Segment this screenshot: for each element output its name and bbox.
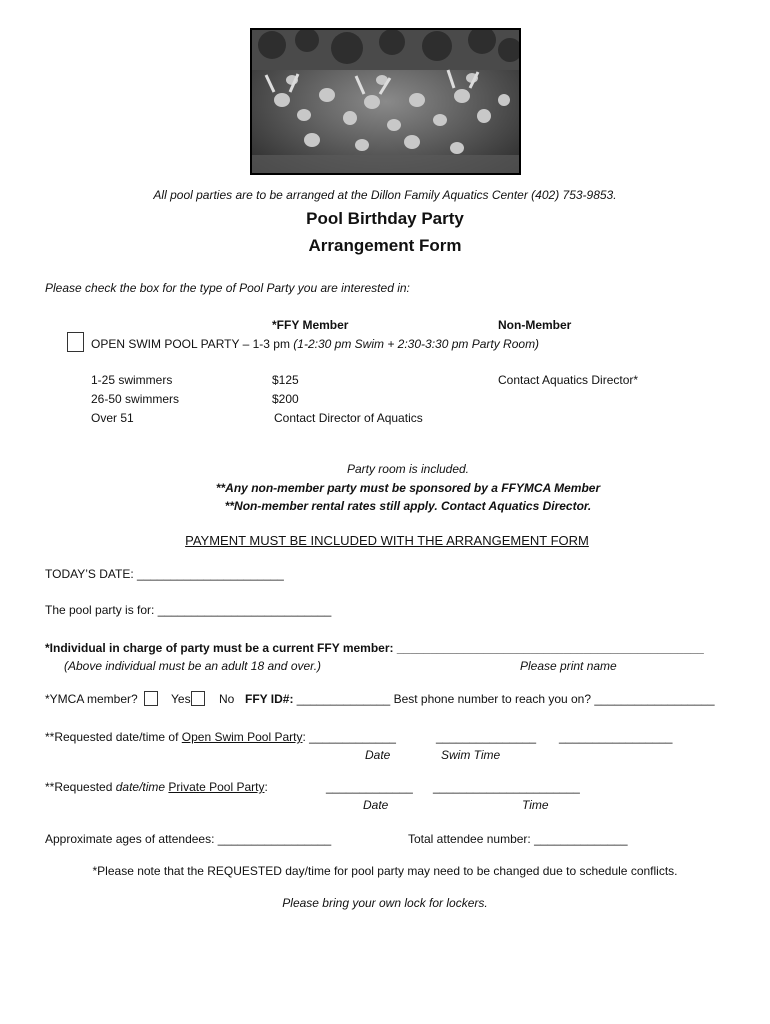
private-date-blank[interactable]: _____________ <box>326 780 413 794</box>
ymca-member-label: *YMCA member? <box>45 692 138 706</box>
intro-text: Please check the box for the type of Pool Party you are interested in: <box>45 281 410 295</box>
total-attendees-field[interactable]: Total attendee number: ______________ <box>408 832 628 846</box>
open-swim-request-field[interactable] <box>45 730 396 744</box>
ymca-no-checkbox[interactable] <box>191 691 205 706</box>
open-swim-link: Open Swim Pool Party <box>181 730 303 744</box>
ffy-id-blank: ______________ <box>293 692 394 706</box>
open-swim-extra-blank[interactable]: _________________ <box>559 730 673 744</box>
ymca-yes-checkbox[interactable] <box>144 691 158 706</box>
ages-field[interactable]: Approximate ages of attendees: _________________ <box>45 832 332 846</box>
open-swim-prefix: **Requested date/time of <box>45 730 182 744</box>
row1-member: $125 <box>272 373 299 387</box>
open-swim-time-blank[interactable]: _______________ <box>436 730 537 744</box>
private-date-label: Date <box>363 798 389 812</box>
ymca-yes-label: Yes <box>171 692 191 706</box>
private-request-field[interactable] <box>45 780 268 794</box>
payment-notice: PAYMENT MUST BE INCLUDED WITH THE ARRANGEMENT FORM <box>185 533 589 548</box>
lock-note: Please bring your own lock for lockers. <box>282 896 488 910</box>
party-room-note: Party room is included. <box>346 462 470 476</box>
phone-field: Best phone number to reach you on? __________________ <box>393 692 715 706</box>
row2-member: $200 <box>272 392 299 406</box>
form-title-line1: Pool Birthday Party <box>306 209 464 228</box>
row2-group: 26-50 swimmers <box>91 392 180 406</box>
ffy-id-label: FFY ID#: <box>245 692 294 706</box>
open-swim-suffix: : _____________ <box>302 730 396 744</box>
col-header-member: *FFY Member <box>272 318 349 332</box>
ymca-no-label: No <box>219 692 235 706</box>
col-header-nonmember: Non-Member <box>498 318 572 332</box>
arrangement-note: All pool parties are to be arranged at the Dillon Family Aquatics Center (402) 753-9853. <box>153 188 617 202</box>
private-time-blank[interactable]: ______________________ <box>433 780 580 794</box>
row3-member: Contact Director of Aquatics <box>274 411 423 425</box>
open-swim-party-checkbox[interactable] <box>67 332 84 352</box>
swim-time-label: Swim Time <box>441 748 501 762</box>
row1-group: 1-25 swimmers <box>91 373 173 387</box>
form-title-line2: Arrangement Form <box>308 236 462 255</box>
party-for-field[interactable]: The pool party is for: __________________________ <box>45 603 332 617</box>
todays-date-field[interactable]: TODAY’S DATE: ______________________ <box>45 567 284 581</box>
option-label: OPEN SWIM POOL PARTY – 1-3 pm <box>91 337 290 351</box>
row3-group: Over 51 <box>91 411 134 425</box>
print-name-label: Please print name <box>520 659 617 673</box>
ffy-id-field[interactable] <box>245 692 715 706</box>
sponsor-note: **Any non-member party must be sponsored by a FFYMCA Member <box>215 481 601 495</box>
in-charge-field[interactable]: *Individual in charge of party must be a current FFY member: ______________________________________________ <box>45 641 704 655</box>
schedule-note: *Please note that the REQUESTED day/time for pool party may need to be changed due to schedule conflicts. <box>92 864 678 878</box>
row1-nonmember: Contact Aquatics Director* <box>498 373 639 387</box>
adult-note: (Above individual must be an adult 18 and over.) <box>64 659 322 673</box>
private-prefix: **Requested <box>45 780 116 794</box>
private-link: Private Pool Party <box>168 780 265 794</box>
pool-party-photo <box>250 28 521 175</box>
private-italic: date/time <box>115 780 166 794</box>
rental-note: **Non-member rental rates still apply. Contact Aquatics Director. <box>224 499 592 513</box>
private-time-label: Time <box>522 798 549 812</box>
open-swim-date-label: Date <box>365 748 391 762</box>
private-suffix: : <box>264 780 268 794</box>
open-swim-option <box>91 337 539 351</box>
option-detail: (1-2:30 pm Swim + 2:30-3:30 pm Party Room) <box>293 337 540 351</box>
